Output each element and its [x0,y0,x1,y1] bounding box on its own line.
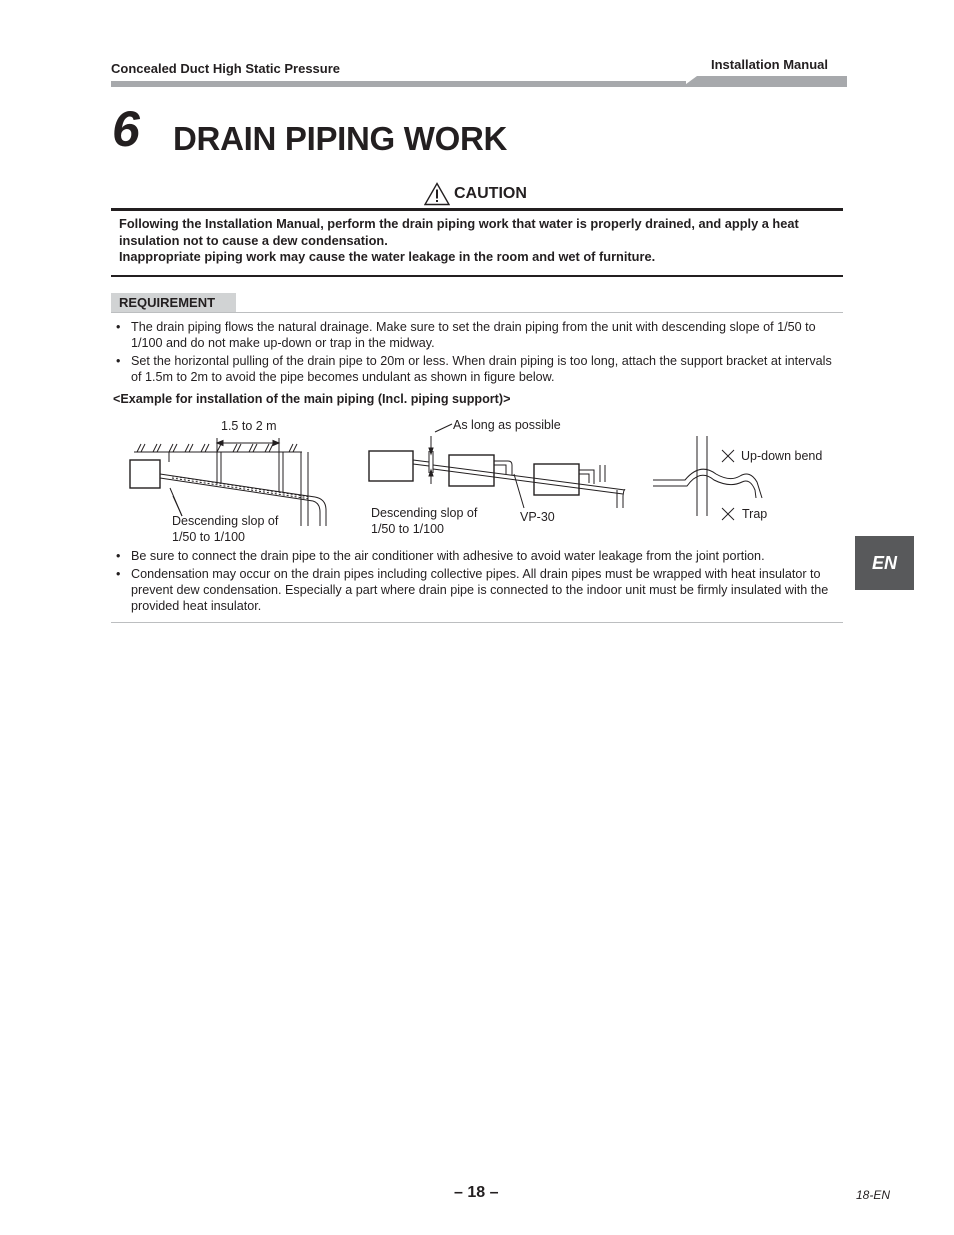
caution-text-1: Following the Installation Manual, perform the drain piping work that water is properly drained, and apply a heat insulation not to cause a dew condensation. [119,216,799,248]
caution-text [119,216,844,266]
chapter-number: 6 [112,101,140,157]
header-manual-title: Installation Manual [711,57,829,72]
section-bottom-rule [111,622,843,623]
slope-label-left-1: Descending slop of [172,514,279,528]
list-item: • Be sure to connect the drain pipe to the air conditioner with adhesive to avoid water leakage from the joint portion. [116,549,765,563]
page-number: – 18 – [454,1184,499,1201]
ceiling-hatch [134,444,302,452]
header-document-title: Concealed Duct High Static Pressure [111,61,341,76]
caution-bottom-rule [111,275,843,277]
list-item: • Condensation may occur on the drain pipes including collective pipes. All drain pipes must be wrapped with heat insulator to prevent dew condensation. Especially a part where drain pipe is connected to the indoor unit must be firmly insulated with the provided heat insulator. [116,567,829,613]
language-tab: EN [855,536,914,590]
slope-label-mid-2: 1/50 to 1/100 [371,522,444,536]
chapter-title: DRAIN PIPING WORK [173,120,508,157]
trap-label: Trap [742,507,768,521]
header-bar [0,76,954,88]
page-id: 18-EN [856,1188,891,1202]
caution-top-rule [111,208,843,211]
list-item: • The drain piping flows the natural drainage. Make sure to set the drain piping from the unit with descending slope of 1/50 to 1/100 and do not make up-down or trap in the midway. [116,320,816,350]
example-caption: <Example for installation of the main piping (Incl. piping support)> [113,392,511,406]
slope-label-left-2: 1/50 to 1/100 [172,530,245,544]
caution-label: CAUTION [454,185,527,202]
pipe-type-label: VP-30 [520,510,555,524]
requirement-bullets-top [111,319,843,387]
warning-triangle-icon [424,182,450,206]
slope-label-mid-1: Descending slop of [371,506,478,520]
requirement-label: REQUIREMENT [111,293,236,312]
requirement-bullets-bottom [111,548,843,616]
drain-piping-figure [110,410,840,546]
caution-text-2: Inappropriate piping work may cause the water leakage in the room and wet of furniture. [119,249,656,264]
updown-bend-label: Up-down bend [741,449,823,463]
support-interval-label: 1.5 to 2 m [221,419,277,433]
list-item: • Set the horizontal pulling of the drain pipe to 20m or less. When drain piping is too long, attach the support bracket at intervals of 1.5m to 2m to avoid the pipe becomes undulant as shown in figure below. [116,354,832,384]
as-long-as-possible-label: As long as possible [453,418,561,432]
requirement-rule [111,312,843,313]
caution-heading [424,181,527,207]
